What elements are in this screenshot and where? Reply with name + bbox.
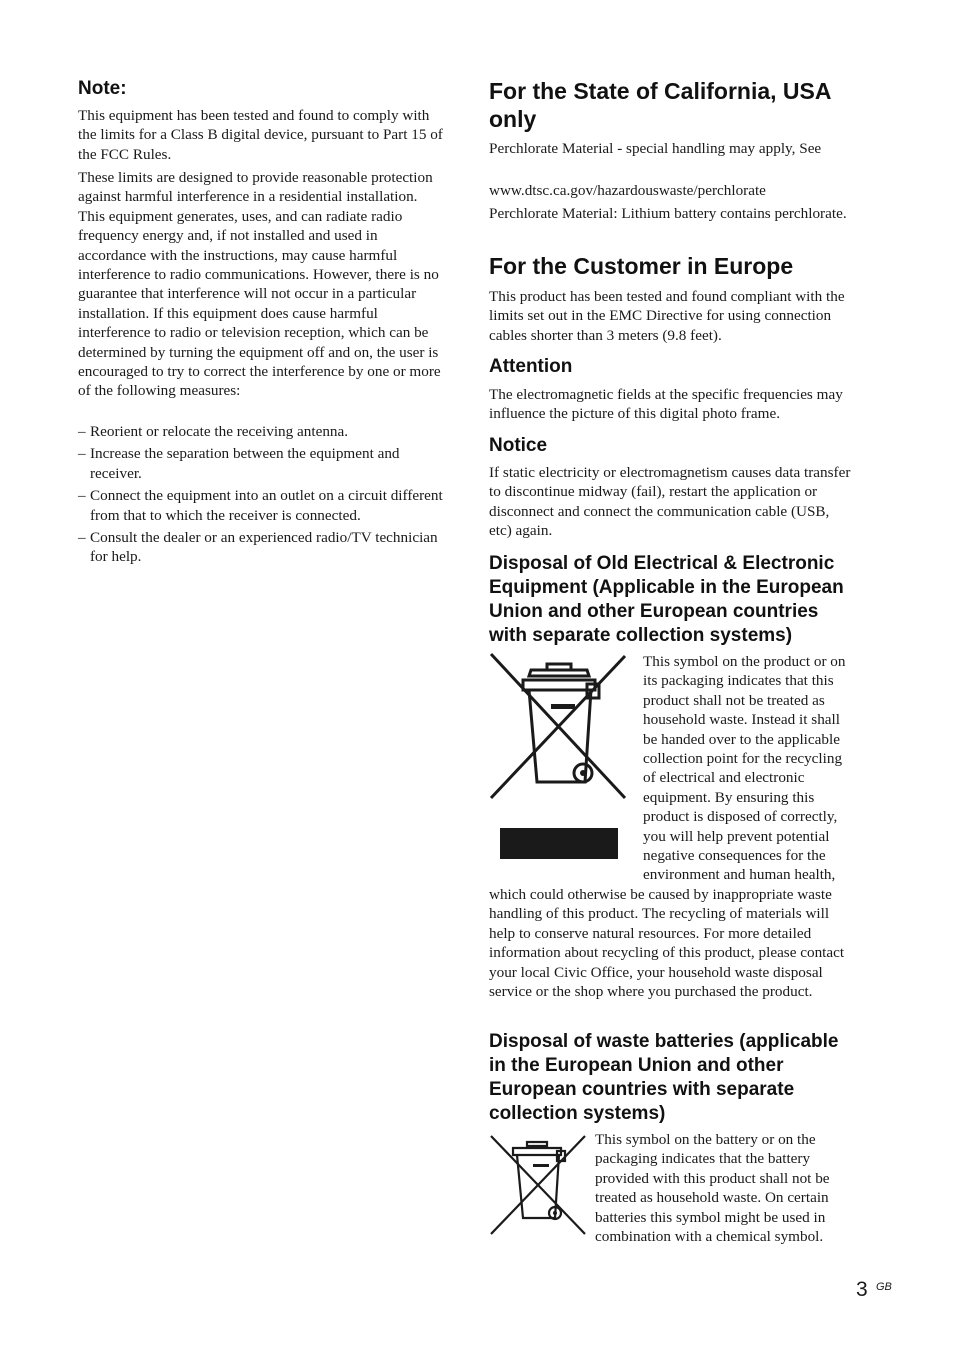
battery-disposal-heading: Disposal of waste batteries (applicable in the European Union and other European countries with separate collection systems) bbox=[489, 1031, 839, 1124]
california-perchlorate-paragraph: Perchlorate Material - special handling may apply, See bbox=[489, 140, 822, 157]
notice-paragraph: If static electricity or electromagnetism causes data transfer to discontinue midway (fail), restart the application or disconnect and connect the communication cable (USB, etc) again. bbox=[489, 464, 851, 540]
weee-disposal-block bbox=[489, 652, 855, 1001]
attention-heading: Attention bbox=[489, 356, 573, 377]
attention-paragraph: The electromagnetic fields at the specific frequencies may influence the picture of this digital photo frame. bbox=[489, 386, 843, 423]
list-item: – Consult the dealer or an experienced radio/TV technician for help. bbox=[78, 528, 446, 567]
list-item: – Reorient or relocate the receiving antenna. bbox=[78, 422, 446, 441]
list-item: – Increase the separation between the equipment and receiver. bbox=[78, 444, 446, 483]
weee-disposal-heading: Disposal of Old Electrical & Electronic Equipment (Applicable in the European Union and other European countries with separate collection systems) bbox=[489, 553, 844, 646]
interference-measures-list bbox=[78, 422, 446, 570]
crossed-out-battery-bin-icon bbox=[489, 1130, 589, 1240]
notice-heading: Notice bbox=[489, 435, 548, 456]
battery-symbol bbox=[489, 1130, 595, 1244]
europe-paragraph: This product has been tested and found compliant with the limits set out in the EMC Directive for using connection cables shorter than 3 meters (9.8 feet). bbox=[489, 288, 845, 344]
california-url: www.dtsc.ca.gov/hazardouswaste/perchlorate bbox=[489, 182, 766, 199]
weee-disposal-paragraph: This symbol on the product or on its packaging indicates that this product shall not be treated as household waste. Instead it shall be handed over to the applicable collection point for the recycling of electrical and electronic equipment. By ensuring this product is disposed of correctly, you will help prevent potential negative consequences for the environment and human health, which could otherwise be caused by inappropriate waste handling of this product. The recycling of materials will help to conserve natural resources. For more detailed information about recycling of this product, please contact your local Civic Office, your household waste disposal service or the shop where you purchased the product. bbox=[489, 653, 846, 1000]
list-item: – Connect the equipment into an outlet on a circuit different from that to which the receiver is connected. bbox=[78, 486, 446, 525]
fcc-limits-paragraph: These limits are designed to provide reasonable protection against harmful interference in a residential installation. This equipment generates, uses, and can radiate radio frequency energy and, if not installed and used in accordance with the instructions, may cause harmful interference to radio communications. However, there is no guarantee that interference will not occur in a particular installation. If this equipment does cause harmful interference to radio or television reception, which can be determined by turning the equipment off and on, the user is encouraged to try to correct the interference by one or more of the following measures: bbox=[78, 169, 441, 400]
page-number: 3 bbox=[856, 1278, 868, 1301]
california-heading: For the State of California, USA only bbox=[489, 78, 831, 132]
battery-disposal-block bbox=[489, 1130, 855, 1246]
crossed-out-wheelie-bin-icon bbox=[489, 652, 629, 862]
europe-heading: For the Customer in Europe bbox=[489, 253, 794, 279]
weee-symbol bbox=[489, 652, 639, 878]
fcc-compliance-paragraph: This equipment has been tested and found to comply with the limits for a Class B digital device, pursuant to Part 15 of the FCC Rules. bbox=[78, 107, 443, 163]
california-lithium-paragraph: Perchlorate Material: Lithium battery contains perchlorate. bbox=[489, 205, 847, 222]
battery-disposal-paragraph: This symbol on the battery or on the packaging indicates that the battery provided with this product shall not be treated as household waste. On certain batteries this symbol might be used in combination with a chemical symbol. bbox=[595, 1131, 830, 1246]
note-heading: Note: bbox=[78, 78, 127, 99]
page-suffix: GB bbox=[876, 1281, 892, 1293]
